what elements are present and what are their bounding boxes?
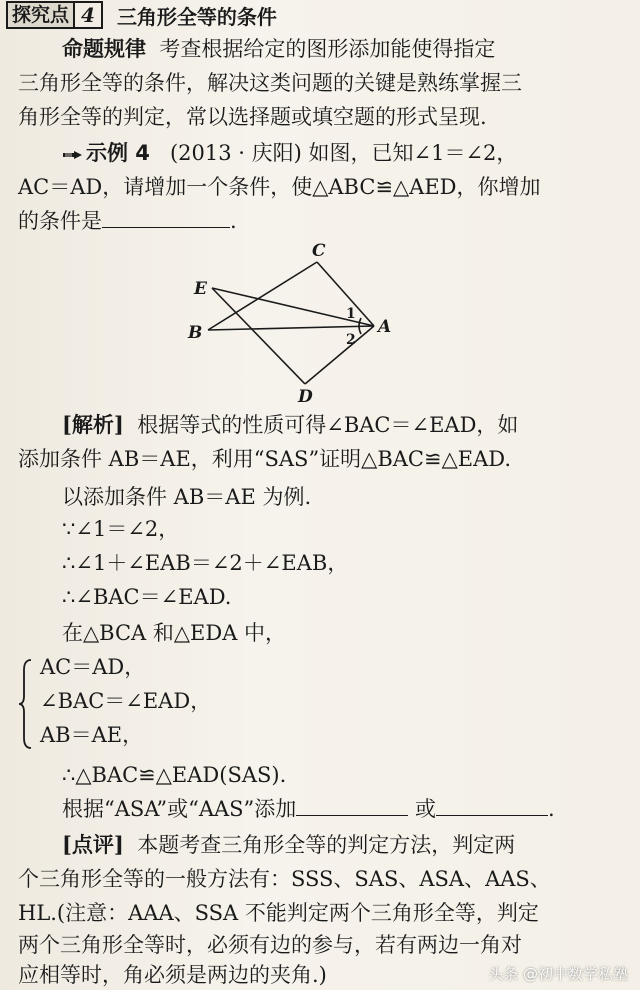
left-brace <box>18 658 32 750</box>
example-line-2: AC＝AD，请增加一个条件，使△ABC≌△AED，你增加 <box>18 175 541 199</box>
analysis-line-2: 添加条件 AB＝AE，利用“SAS”证明△BAC≌△EAD. <box>18 447 511 471</box>
example-label: 示例 4 <box>86 141 150 165</box>
section-number: 4 <box>75 1 103 29</box>
label-C: C <box>312 241 326 261</box>
rule-line-2: 三角形全等的条件，解决这类问题的关键是熟练掌握三 <box>18 71 522 95</box>
segment-DA <box>305 326 374 384</box>
analysis-line-3: 以添加条件 AB＝AE 为例. <box>62 485 312 509</box>
asa-or: 或 <box>414 797 436 821</box>
section-title: 三角形全等的条件 <box>116 4 277 29</box>
comment-line-5: 应相等时，角必须是两边的夹角.) <box>18 963 327 987</box>
aas-blank[interactable] <box>436 795 548 816</box>
example-text-3: 的条件是 <box>18 209 102 233</box>
label-angle-2: 2 <box>346 332 356 348</box>
segment-BC <box>208 262 317 330</box>
comment-line-3: HL.(注意：AAA、SSA 不能判定两个三角形全等，判定 <box>18 901 539 925</box>
example-text-1: (2013 · 庆阳) 如图，已知∠1＝∠2， <box>169 141 518 165</box>
analysis-label: [解析] <box>62 412 124 437</box>
asa-blank[interactable] <box>296 795 408 816</box>
rule-line-3: 角形全等的判定，常以选择题或填空题的形式呈现. <box>18 105 487 129</box>
rule-label: 命题规律 <box>62 37 146 61</box>
comment-label: [点评] <box>62 832 124 857</box>
rule-text-1: 考查根据给定的图形添加能使得指定 <box>159 37 496 61</box>
section-label: 探究点 <box>6 1 75 29</box>
comment-line-2: 个三角形全等的一般方法有：SSS、SAS、ASA、AAS、 <box>18 867 551 891</box>
label-angle-1: 1 <box>346 306 356 322</box>
segment-ED <box>212 288 305 384</box>
proof-step-2: ∴∠1＋∠EAB＝∠2＋∠EAB， <box>62 551 349 575</box>
analysis-line-1 <box>62 410 518 440</box>
proof-conclusion: ∴△BAC≌△EAD(SAS). <box>62 763 287 787</box>
example-text-3-end: . <box>230 209 237 233</box>
analysis-text-1: 根据等式的性质可得∠BAC＝∠EAD，如 <box>137 413 519 437</box>
label-E: E <box>194 279 207 299</box>
comment-line-1 <box>62 830 515 860</box>
label-B: B <box>188 323 203 343</box>
proof-step-3: ∴∠BAC＝∠EAD. <box>62 585 232 609</box>
watermark: 头条 @初中数学私塾 <box>488 965 628 983</box>
proof-step-4: 在△BCA 和△EDA 中， <box>62 621 287 645</box>
system-line-1: AC＝AD， <box>40 655 146 679</box>
system-line-3: AB＝AE， <box>40 723 144 747</box>
asa-end: . <box>547 797 555 821</box>
label-D: D <box>298 387 313 407</box>
system-line-2: ∠BAC＝∠EAD， <box>40 689 212 713</box>
asa-line <box>62 794 555 824</box>
comment-line-4: 两个三角形全等时，必须有边的参与，若有两边一角对 <box>18 933 522 957</box>
proof-step-1: ∵∠1＝∠2， <box>62 517 180 541</box>
comment-text-1: 本题考查三角形全等的判定方法，判定两 <box>137 833 516 857</box>
segment-BA <box>208 326 374 330</box>
asa-prefix: 根据“ASA”或“AAS”添加 <box>62 797 297 821</box>
label-A: A <box>378 317 392 337</box>
